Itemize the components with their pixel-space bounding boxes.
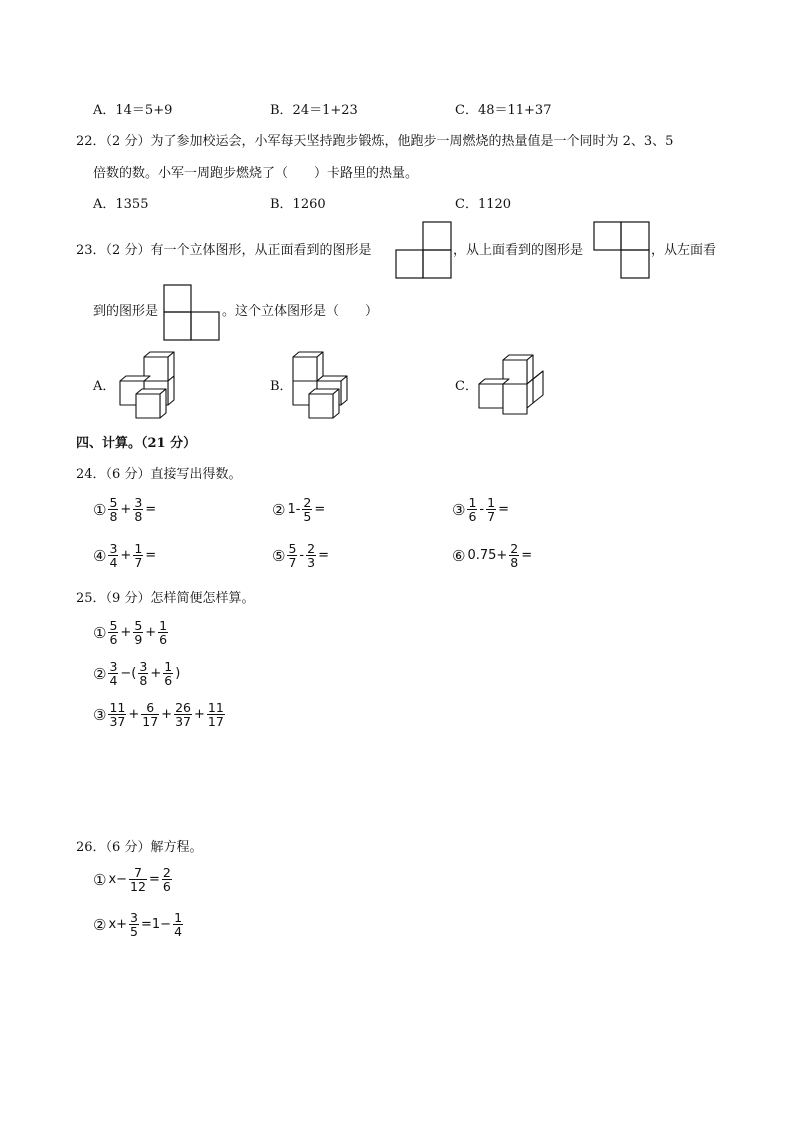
q25-title: 25．（9 分）怎样简便怎样算。 (76, 591, 255, 606)
fraction (158, 619, 168, 646)
fraction-numerator: 5 (134, 618, 143, 633)
fraction-denominator: 7 (487, 509, 496, 524)
q24-marker-3: ③ (452, 500, 466, 519)
fraction-denominator: 12 (130, 879, 146, 894)
math-operator: + (120, 502, 132, 517)
q23-front-view-figure (395, 221, 453, 280)
fraction (141, 701, 159, 728)
math-operator: - (479, 502, 485, 517)
q23-top-view-figure (593, 221, 651, 280)
fraction-numerator: 5 (109, 495, 118, 510)
fraction-numerator: 2 (162, 865, 171, 880)
fraction-numerator: 5 (288, 541, 297, 556)
fraction-denominator: 37 (109, 714, 126, 729)
q23-option-c-cubes (477, 352, 549, 418)
q24-marker-1: ① (93, 500, 107, 519)
fraction (133, 619, 143, 646)
math-operator: + (193, 707, 205, 722)
q22-option-c: C．1120 (455, 197, 512, 212)
q24-expr-1 (93, 496, 157, 523)
q21-option-c: C．48＝11+37 (455, 103, 552, 118)
q23-text-front: 23．（2 分）有一个立体图形，从正面看到的图形是 (76, 243, 372, 258)
fraction-denominator: 4 (174, 924, 183, 939)
fraction-numerator: 1 (174, 910, 183, 925)
q23-option-c-label: C． (455, 379, 478, 394)
q22-option-a: A．1355 (93, 197, 149, 212)
fraction-numerator: 5 (109, 618, 118, 633)
math-operator: x+ (108, 917, 128, 932)
fraction-numerator: 2 (510, 541, 519, 556)
q25-expr-2 (93, 660, 181, 687)
q22-text-line1: 22．（2 分）为了参加校运会，小军每天坚持跑步锻炼，他跑步一周燃烧的热量值是一个同时为 2、3、5 (76, 134, 674, 149)
fraction-numerator: 3 (139, 659, 148, 674)
fraction-numerator: 3 (130, 910, 138, 925)
math-operator: + (120, 548, 132, 563)
math-operator: =1− (141, 917, 172, 932)
fraction (138, 660, 148, 687)
fraction (162, 866, 172, 893)
fraction (108, 542, 118, 569)
q21-option-a: A．14＝5+9 (93, 103, 173, 118)
fraction-numerator: 1 (134, 541, 143, 556)
math-operator: + (120, 625, 132, 640)
q25-marker-1: ① (93, 623, 107, 642)
math-operator: 0.75+ (467, 548, 508, 563)
fraction-denominator: 8 (109, 509, 118, 524)
math-operator: ) (175, 666, 181, 681)
fraction-denominator: 8 (139, 673, 148, 688)
fraction-numerator: 3 (109, 541, 118, 556)
fraction-denominator: 9 (134, 632, 143, 647)
fraction (108, 701, 126, 728)
fraction-numerator: 7 (134, 865, 142, 880)
fraction-denominator: 17 (142, 714, 159, 729)
q22-text-line2: 倍数的数。小军一周跑步燃烧了（ ）卡路里的热量。 (93, 166, 419, 181)
q26-equation-2 (93, 911, 184, 938)
q24-marker-6: ⑥ (452, 546, 466, 565)
fraction-denominator: 4 (109, 555, 118, 570)
fraction-numerator: 2 (303, 495, 312, 510)
q24-title: 24．（6 分）直接写出得数。 (76, 467, 242, 482)
math-operator: + (150, 666, 162, 681)
q24-marker-2: ② (272, 500, 286, 519)
q25-expr-1 (93, 619, 169, 646)
fraction (302, 496, 312, 523)
section-4-title: 四、计算。（21 分） (76, 436, 197, 451)
fraction-numerator: 2 (307, 541, 316, 556)
fraction (163, 660, 173, 687)
fraction-numerator: 3 (109, 659, 118, 674)
fraction-denominator: 4 (109, 673, 118, 688)
fraction-numerator: 26 (175, 700, 191, 715)
fraction (306, 542, 316, 569)
math-operator: = (145, 548, 157, 563)
fraction-numerator: 1 (159, 618, 168, 633)
fraction (133, 542, 143, 569)
fraction (287, 542, 297, 569)
fraction-denominator: 6 (468, 509, 477, 524)
fraction-denominator: 6 (164, 673, 173, 688)
fraction-denominator: 8 (134, 509, 143, 524)
fraction (108, 619, 118, 646)
fraction-denominator: 6 (159, 632, 168, 647)
q23-text-left: ，从左面看 (651, 243, 717, 258)
q25-expr-3 (93, 701, 226, 728)
q23-option-a-cubes (116, 350, 182, 420)
fraction (108, 496, 118, 523)
fraction-numerator: 1 (164, 659, 173, 674)
fraction (509, 542, 519, 569)
q23-left-view-figure (163, 284, 221, 342)
fraction-numerator: 3 (134, 495, 143, 510)
q23-text-top: ，从上面看到的图形是 (453, 243, 584, 258)
q24-expr-3 (452, 496, 510, 523)
fraction (467, 496, 477, 523)
q26-marker-2: ② (93, 915, 107, 934)
q23-text-question: 。这个立体图形是（ ） (222, 304, 379, 319)
q24-expr-4 (93, 542, 157, 569)
q24-expr-2 (272, 496, 326, 523)
math-operator: + (128, 707, 140, 722)
fraction-denominator: 5 (303, 509, 312, 524)
fraction-numerator: 11 (207, 700, 224, 715)
math-operator: - (299, 548, 305, 563)
q23-text-left-cont: 到的图形是 (93, 304, 159, 319)
math-operator: = (314, 502, 326, 517)
q26-equation-1 (93, 866, 173, 893)
fraction (207, 701, 225, 728)
math-operator: = (521, 548, 533, 563)
q24-expr-6 (452, 542, 533, 569)
fraction-denominator: 7 (288, 555, 297, 570)
math-operator: x− (108, 872, 128, 887)
q21-option-b: B．24＝1+23 (270, 103, 358, 118)
q24-marker-5: ⑤ (272, 546, 286, 565)
math-operator: = (498, 502, 509, 517)
q26-marker-1: ① (93, 870, 107, 889)
q25-marker-2: ② (93, 664, 107, 683)
fraction (108, 660, 118, 687)
math-operator: 1- (287, 502, 301, 517)
fraction-numerator: 6 (146, 700, 155, 715)
fraction (133, 496, 143, 523)
math-operator: = (148, 872, 160, 887)
fraction-numerator: 1 (468, 495, 477, 510)
fraction (129, 911, 139, 938)
fraction-denominator: 37 (175, 714, 191, 729)
fraction-denominator: 6 (162, 879, 171, 894)
fraction (174, 701, 192, 728)
math-operator: = (145, 502, 157, 517)
fraction-denominator: 17 (207, 714, 224, 729)
fraction-denominator: 5 (130, 924, 138, 939)
q26-title: 26．（6 分）解方程。 (76, 840, 203, 855)
fraction-numerator: 11 (109, 700, 126, 715)
math-operator: + (161, 707, 173, 722)
fraction-denominator: 8 (510, 555, 519, 570)
q24-marker-4: ④ (93, 546, 107, 565)
math-operator: = (318, 548, 329, 563)
fraction-denominator: 7 (134, 555, 143, 570)
fraction (129, 866, 147, 893)
q24-expr-5 (272, 542, 330, 569)
fraction-denominator: 6 (109, 632, 118, 647)
q23-option-b-cubes (289, 350, 355, 420)
math-operator: −( (120, 666, 137, 681)
fraction (173, 911, 183, 938)
fraction-numerator: 1 (487, 495, 496, 510)
q23-option-b-label: B． (270, 379, 293, 394)
q22-option-b: B．1260 (270, 197, 326, 212)
fraction-denominator: 3 (307, 555, 316, 570)
fraction (486, 496, 496, 523)
math-operator: + (145, 625, 157, 640)
q25-marker-3: ③ (93, 705, 107, 724)
q23-option-a-label: A． (93, 379, 116, 394)
